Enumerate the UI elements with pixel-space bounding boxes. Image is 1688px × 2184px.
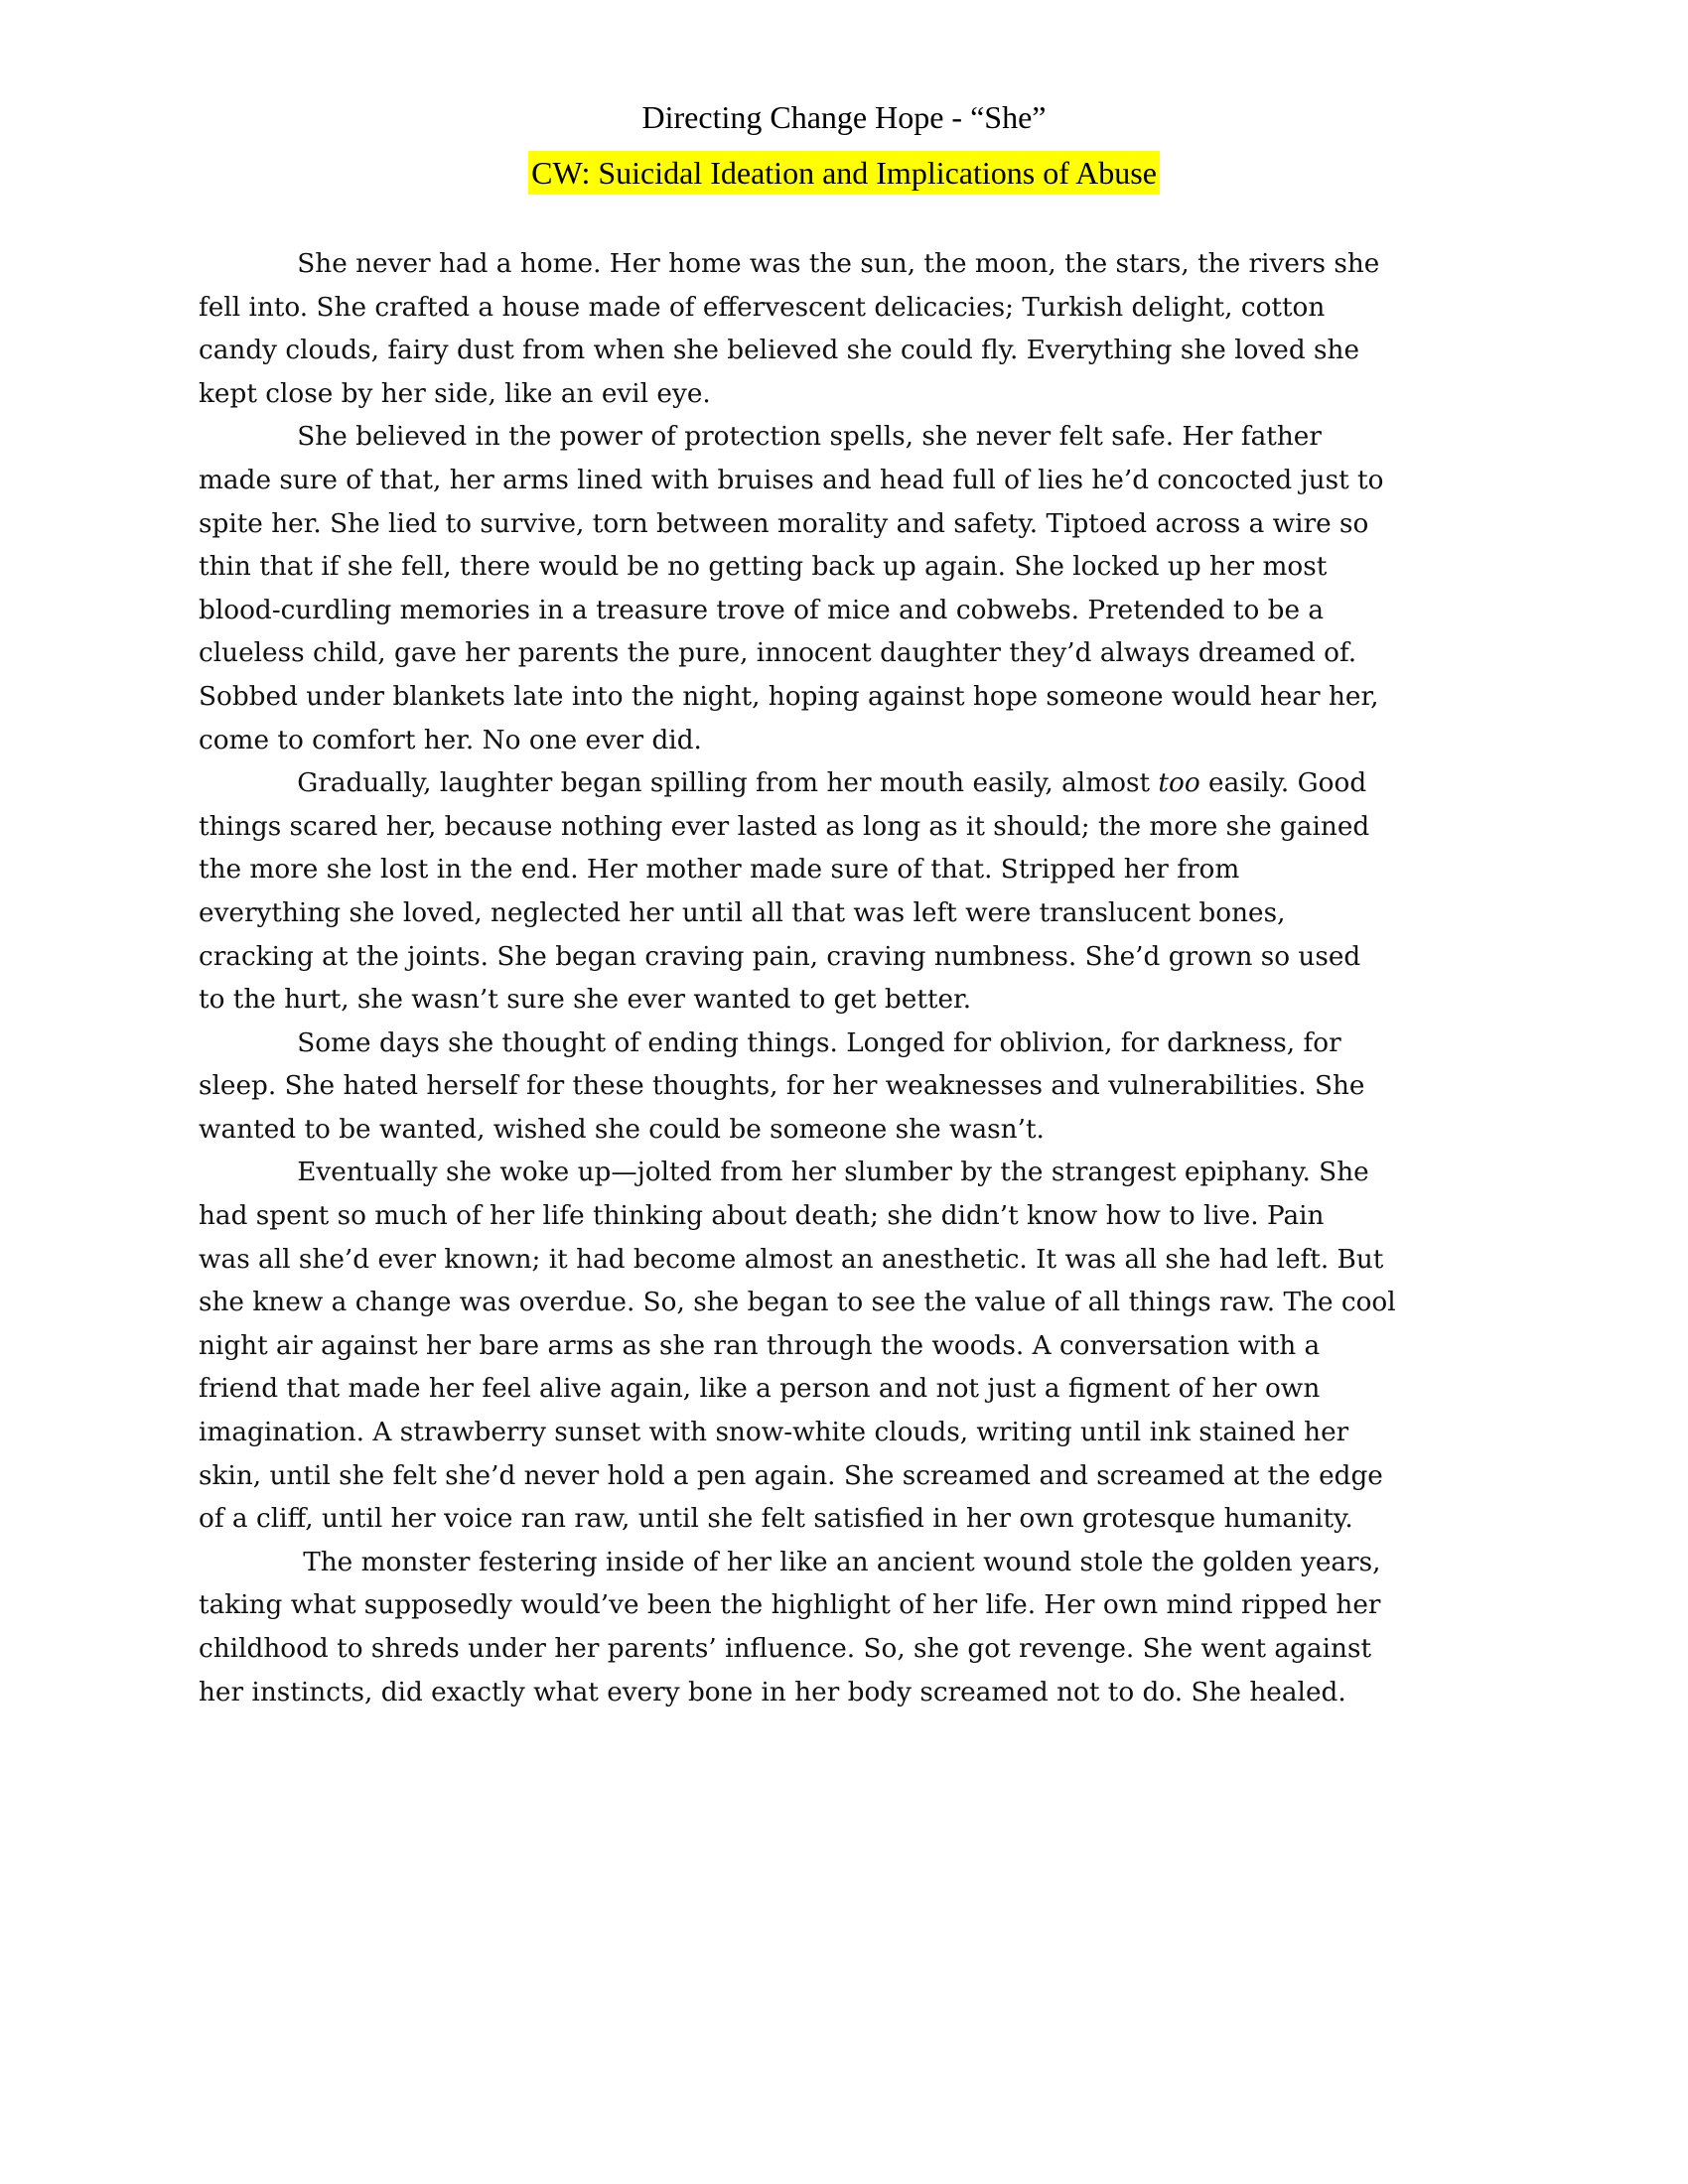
text-line: her instincts, did exactly what every bone in her body screamed not to do. She healed. (199, 1676, 1346, 1707)
text-line: clueless child, gave her parents the pure, innocent daughter they’d always dreamed of. (199, 637, 1357, 669)
text-line: come to comfort her. No one ever did. (199, 724, 702, 755)
text-line: sleep. She hated herself for these thoughts, for her weaknesses and vulnerabilities. She (199, 1070, 1365, 1102)
text-line: Sobbed under blankets late into the night, hoping against hope someone would hear her, (199, 680, 1379, 712)
text-line: spite her. She lied to survive, torn between morality and safety. Tiptoed across a wire so (199, 507, 1369, 539)
content-warning-row (0, 151, 1688, 195)
text-segment: Gradually, laughter began spilling from her mouth easily, almost (297, 767, 1159, 799)
paragraph (199, 761, 1499, 1022)
text-line: kept close by her side, like an evil eye. (199, 377, 711, 409)
text-line: The monster festering inside of her like an ancient wound stole the golden years, (303, 1546, 1381, 1577)
text-line: of a cliff, until her voice ran raw, until she felt satisfied in her own grotesque humanity. (199, 1503, 1353, 1535)
text-line: blood-curdling memories in a treasure trove of mice and cobwebs. Pretended to be a (199, 594, 1325, 625)
text-line: things scared her, because nothing ever lasted as long as it should; the more she gained (199, 810, 1370, 842)
text-line: to the hurt, she wasn’t sure she ever wanted to get better. (199, 984, 972, 1016)
content-warning-highlight: CW: Suicidal Ideation and Implications of Abuse (528, 151, 1160, 195)
text-line: night air against her bare arms as she ran through the woods. A conversation with a (199, 1329, 1321, 1361)
text-line: skin, until she felt she’d never hold a pen again. She screamed and screamed at the edge (199, 1459, 1383, 1491)
paragraph (199, 1151, 1499, 1540)
text-line: she knew a change was overdue. So, she began to see the value of all things raw. The cool (199, 1287, 1396, 1318)
paragraph (199, 415, 1499, 761)
text-line: friend that made her feel alive again, like a person and not just a figment of her own (199, 1373, 1321, 1405)
text-line: the more she lost in the end. Her mother made sure of that. Stripped her from (199, 854, 1240, 886)
story-body (199, 242, 1499, 1713)
italic-emphasis: too (1158, 767, 1200, 799)
text-line: thin that if she fell, there would be no getting back up again. She locked up her most (199, 551, 1328, 583)
text-line: had spent so much of her life thinking about death; she didn’t know how to live. Pain (199, 1200, 1325, 1232)
text-line: fell into. She crafted a house made of effervescent delicacies; Turkish delight, cotton (199, 291, 1326, 323)
text-line: was all she’d ever known; it had become almost an anesthetic. It was all she had left. But (199, 1243, 1384, 1275)
text-line: Eventually she woke up—jolted from her slumber by the strangest epiphany. She (297, 1157, 1369, 1188)
text-line: imagination. A strawberry sunset with snow-white clouds, writing until ink stained her (199, 1417, 1349, 1448)
text-line: taking what supposedly would’ve been the highlight of her life. Her own mind ripped her (199, 1589, 1381, 1621)
paragraph (199, 242, 1499, 415)
text-line: She never had a home. Her home was the sun, the moon, the stars, the rivers she (297, 248, 1380, 279)
paragraph (199, 1541, 1499, 1713)
text-line: She believed in the power of protection spells, she never felt safe. Her father (297, 421, 1322, 453)
text-line: childhood to shreds under her parents’ influence. So, she got revenge. She went against (199, 1633, 1372, 1664)
text-segment: easily. Good (1199, 767, 1367, 799)
text-line: everything she loved, neglected her until all that was left were translucent bones, (199, 896, 1286, 928)
text-line: wanted to be wanted, wished she could be someone she wasn’t. (199, 1113, 1045, 1145)
paragraph (199, 1022, 1499, 1152)
text-line: cracking at the joints. She began craving pain, craving numbness. She’d grown so used (199, 940, 1361, 972)
text-line: Some days she thought of ending things. Longed for oblivion, for darkness, for (297, 1026, 1341, 1058)
text-line: made sure of that, her arms lined with bruises and head full of lies he’d concocted just to (199, 464, 1384, 495)
text-line (199, 761, 1489, 805)
text-line: candy clouds, fairy dust from when she believed she could fly. Everything she loved she (199, 335, 1360, 366)
document-title: Directing Change Hope - “She” (641, 99, 1047, 135)
